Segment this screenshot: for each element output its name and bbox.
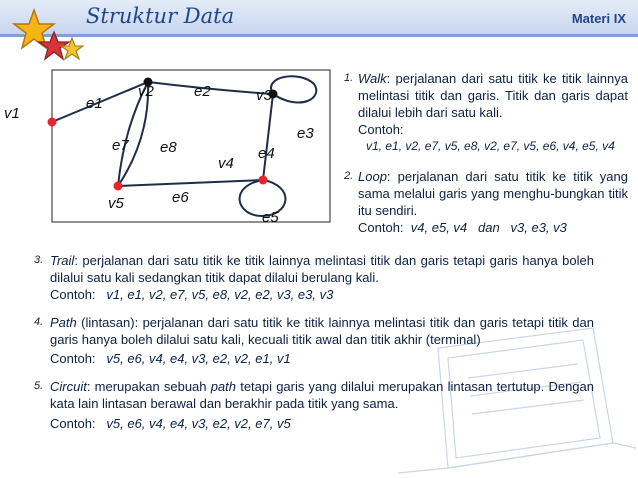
- label-e8: e8: [160, 139, 177, 156]
- example-label: Contoh:: [50, 287, 96, 302]
- edge-e4: [263, 94, 273, 180]
- vertex-v5: [114, 182, 123, 191]
- term-trail: Trail: [50, 253, 75, 268]
- term-loop: Loop: [358, 169, 387, 184]
- label-v1: v1: [4, 105, 20, 122]
- definition-text: : perjalanan dari satu titik ke titik lainnya melintasi titik dan garis tetapi garis hanya boleh dilalui satu kali sedangkan titik dapat dilalui berulang kali.: [50, 253, 594, 285]
- label-v4: v4: [218, 155, 234, 172]
- example-loop: v4, e5, v4 dan v3, e3, v3: [410, 220, 567, 235]
- example-path: v5, e6, v4, e4, v3, e2, v2, e1, v1: [106, 351, 291, 366]
- definition-text: (lintasan): perjalanan dari satu titik ke titik lainnya melintasi titik dan garis tetapi titik dan garis hanya boleh dilalui satu kali, kecuali titik awal dan titik akhir (terminal): [50, 315, 594, 347]
- example-circuit: v5, e6, v4, e4, v3, e2, v2, e7, v5: [106, 416, 291, 431]
- vertex-v1: [48, 118, 57, 127]
- label-e5: e5: [262, 209, 279, 226]
- definition-text: : merupakan sebuah: [86, 379, 211, 394]
- item-number: 4.: [34, 316, 44, 328]
- label-e6: e6: [172, 189, 189, 206]
- definition-path: [34, 314, 594, 367]
- term-walk: Walk: [358, 71, 387, 86]
- example-label: Contoh:: [50, 351, 96, 366]
- label-e3: e3: [297, 125, 314, 142]
- definition-text-cont: tetapi garis yang dilalui merupakan lintasan tertutup. Dengan kata lain lintasan berawal dan berakhir pada titik yang sama.: [50, 379, 594, 411]
- materi-label: Materi IX: [571, 11, 626, 26]
- example-label: Contoh:: [358, 220, 404, 235]
- label-e4: e4: [258, 145, 275, 162]
- label-v2: v2: [138, 83, 154, 100]
- graph-diagram: [0, 68, 338, 226]
- vertex-v4: [259, 176, 268, 185]
- item-number: 3.: [34, 254, 44, 266]
- definition-text: : perjalanan dari satu titik ke titik lainnya melintasi titik dan garis. Titik dan garis dapat dilalui lebih dari satu kali.: [358, 71, 628, 120]
- definition-circuit: [34, 378, 594, 432]
- label-v3: v3: [256, 87, 272, 104]
- header-bar: [0, 0, 638, 40]
- term-circuit: Circuit: [50, 379, 87, 394]
- example-label: Contoh:: [50, 416, 96, 431]
- item-number: 5.: [34, 380, 44, 392]
- example-trail: v1, e1, v2, e7, v5, e8, v2, e2, v3, e3, v3: [106, 287, 334, 302]
- edge-e6: [118, 180, 263, 186]
- page-title: Struktur Data: [86, 4, 235, 28]
- definition-text: : perjalanan dari satu titik ke titik yang sama melalui garis yang menghu-bungkan titik itu sendiri.: [358, 169, 628, 218]
- item-number: 2.: [344, 170, 354, 182]
- label-e1: e1: [86, 95, 103, 112]
- label-e2: e2: [194, 83, 211, 100]
- edge-e3-loop: [271, 76, 316, 102]
- definition-trail: [34, 252, 594, 303]
- example-walk: v1, e1, v2, e7, v5, e8, v2, e7, v5, e6, v4, e5, v4: [366, 139, 615, 153]
- term-path: Path: [50, 315, 77, 330]
- definition-loop: [344, 168, 628, 236]
- item-number: 1.: [344, 72, 354, 84]
- label-e7: e7: [112, 137, 129, 154]
- definition-walk: [344, 70, 628, 155]
- header-divider: [0, 34, 638, 37]
- term-path-ref: path: [210, 379, 237, 394]
- label-v5: v5: [108, 195, 124, 212]
- example-label: Contoh:: [358, 122, 404, 137]
- stars-logo-icon: [10, 6, 90, 68]
